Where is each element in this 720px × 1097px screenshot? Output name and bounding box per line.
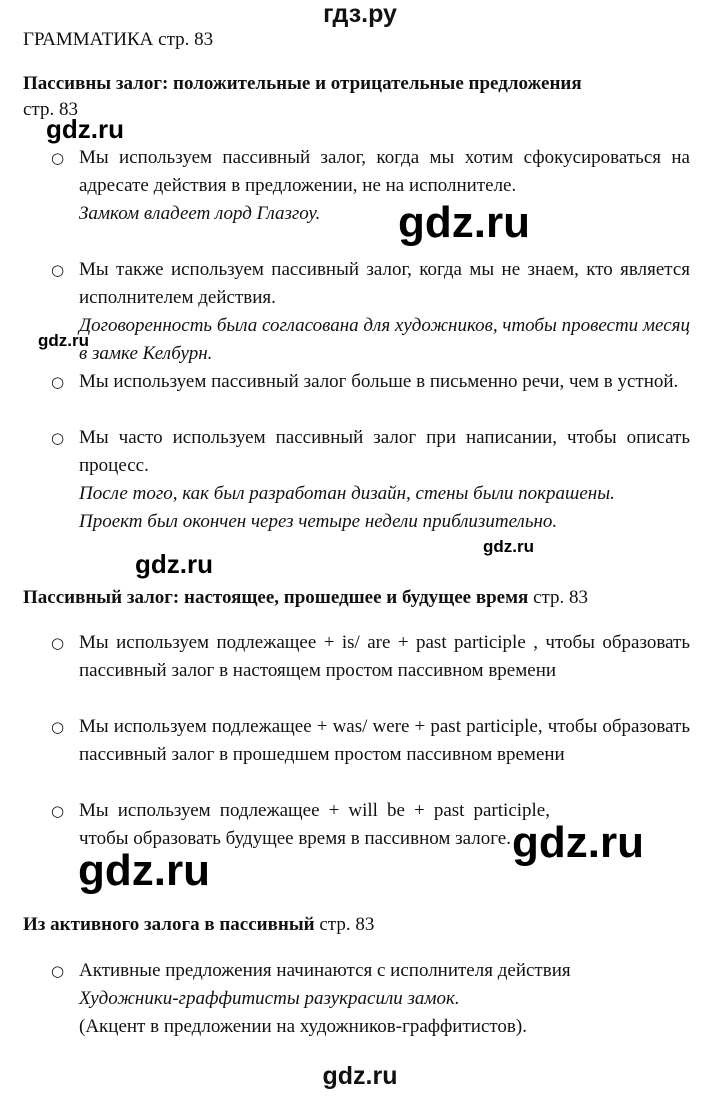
section2-heading <box>23 587 588 609</box>
section3-heading <box>23 914 374 936</box>
list-item <box>51 256 690 368</box>
bullet-icon: ○ <box>51 261 65 279</box>
item-example: После того, как был разработан дизайн, стены были покрашены. <box>79 483 615 504</box>
site-title-header: гдз.ру <box>323 0 397 28</box>
item-text: Мы используем подлежащее + will be + past participle, чтобы образовать будущее время в пассивном залоге. <box>79 800 550 849</box>
bullet-icon: ○ <box>51 802 65 820</box>
bullet-icon: ○ <box>51 962 65 980</box>
section2-page-ref: стр. 83 <box>533 587 589 608</box>
item-note: (Акцент в предложении на художников-граффитистов). <box>79 1016 527 1037</box>
site-title-footer: gdz.ru <box>322 1062 398 1090</box>
section3-page-ref: стр. 83 <box>319 914 375 935</box>
list-item <box>51 629 690 685</box>
page-heading: ГРАММАТИКА стр. 83 <box>23 29 214 50</box>
watermark-gdz: gdz.ru <box>483 537 534 556</box>
item-text: Мы используем пассивный залог, когда мы хотим сфокусироваться на адресате действия в предложении, не на исполнителе. <box>79 147 690 196</box>
watermark-gdz: gdz.ru <box>38 331 89 350</box>
watermark-gdz: gdz.ru <box>46 114 124 144</box>
bullet-icon: ○ <box>51 149 65 167</box>
section1-title: Пассивны залог: положительные и отрицательные предложения <box>23 73 582 94</box>
list-item <box>51 424 690 536</box>
section1-page-ref: стр. 83 <box>23 99 78 120</box>
list-item <box>51 368 690 396</box>
item-example: Договоренность была согласована для художников, чтобы провести месяц в замке Келбурн. <box>79 315 690 364</box>
item-example: Художники-граффитисты разукрасили замок. <box>79 988 460 1009</box>
bullet-icon: ○ <box>51 373 65 391</box>
list-item <box>51 957 690 1041</box>
watermark-gdz: gdz.ru <box>78 846 210 895</box>
list-item <box>51 144 690 228</box>
item-example-2: Проект был окончен через четыре недели приблизительно. <box>79 511 558 532</box>
item-text: Мы используем подлежащее + is/ are + past participle , чтобы образовать пассивный залог в настоящем простом пассивном времени <box>79 632 690 681</box>
watermark-gdz: gdz.ru <box>135 549 213 579</box>
item-text: Мы используем подлежащее + was/ were + past participle, чтобы образовать пассивный залог в прошедшем простом пассивном времени <box>79 716 690 765</box>
section1-heading <box>23 73 687 95</box>
item-text: Мы используем пассивный залог больше в письменно речи, чем в устной. <box>79 371 679 392</box>
section2-title: Пассивный залог: настоящее, прошедшее и будущее время <box>23 587 529 608</box>
list-item <box>51 713 690 769</box>
bullet-icon: ○ <box>51 634 65 652</box>
item-example: Замком владеет лорд Глазгоу. <box>79 203 321 224</box>
bullet-icon: ○ <box>51 429 65 447</box>
watermark-gdz: gdz.ru <box>512 818 644 867</box>
item-text: Мы также используем пассивный залог, когда мы не знаем, кто является исполнителем действия. <box>79 259 690 308</box>
watermark-gdz: gdz.ru <box>398 198 530 247</box>
item-text: Мы часто используем пассивный залог при написании, чтобы описать процесс. <box>79 427 690 476</box>
section3-title: Из активного залога в пассивный <box>23 914 315 935</box>
bullet-icon: ○ <box>51 718 65 736</box>
item-text: Активные предложения начинаются с исполнителя действия <box>79 960 571 981</box>
